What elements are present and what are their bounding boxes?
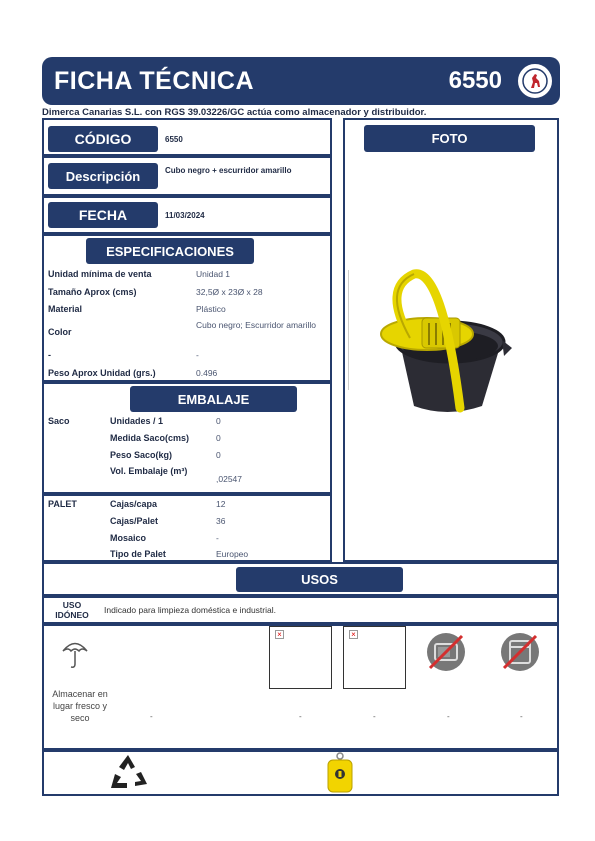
codigo-label: CÓDIGO: [48, 126, 158, 152]
foto-label: FOTO: [364, 125, 535, 152]
page-title: FICHA TÉCNICA: [54, 66, 255, 95]
especificaciones-title: ESPECIFICACIONES: [86, 238, 254, 264]
photo-edge: [348, 270, 349, 390]
palet-row-label: Mosaico: [110, 533, 147, 543]
dash-placeholder: -: [299, 712, 302, 721]
umbrella-icon: [60, 636, 90, 675]
saco-label: Saco: [48, 416, 70, 426]
spec-label: Peso Aprox Unidad (grs.): [48, 368, 156, 378]
storage-caption: Almacenar en lugar fresco y seco: [52, 689, 108, 723]
company-notice: Dimerca Canarias S.L. con RGS 39.03226/GC actúa como almacenador y distribuidor.: [42, 107, 427, 118]
spec-value: Cubo negro; Escurridor amarillo: [196, 320, 316, 330]
dash-placeholder: -: [520, 712, 523, 721]
saco-row-label: Medida Saco(cms): [110, 433, 190, 443]
embalaje-title: EMBALAJE: [130, 386, 297, 412]
spec-label: -: [48, 350, 51, 360]
embalaje-palet-box: [42, 494, 332, 562]
saco-row-label: Peso Saco(kg): [110, 450, 173, 460]
spec-label: Color: [48, 327, 72, 337]
spec-label: Unidad mínima de venta: [48, 269, 152, 279]
uso-idoneo-text: Indicado para limpieza doméstica e industrial.: [104, 605, 276, 615]
kangaroo-logo-icon: [518, 64, 552, 98]
recycle-icon: [107, 752, 149, 797]
broken-image-icon: ×: [343, 626, 406, 689]
saco-row-value: 0: [216, 433, 221, 443]
saco-row-label: Vol. Embalaje (m³): [110, 466, 188, 476]
palet-row-value: Europeo: [216, 549, 249, 559]
usos-title: USOS: [236, 567, 403, 592]
spec-value: 32,5Ø x 23Ø x 28: [196, 287, 263, 297]
yellow-recycling-bin-icon: [325, 752, 355, 799]
uso-idoneo-label: USO IDÓNEO: [55, 600, 89, 620]
dash-placeholder: -: [373, 712, 376, 721]
header-code: 6550: [448, 67, 502, 94]
palet-row-label: Cajas/Palet: [110, 516, 159, 526]
fecha-value: 11/03/2024: [165, 211, 205, 220]
spec-value: -: [196, 350, 199, 360]
saco-row-value: 0: [216, 416, 221, 426]
spec-value: 0.496: [196, 368, 218, 378]
broken-image-icon: ×: [269, 626, 332, 689]
saco-row-value: ,02547: [216, 474, 242, 484]
palet-row-value: 12: [216, 499, 226, 509]
fecha-label: FECHA: [48, 202, 158, 228]
no-microwave-icon: [426, 632, 466, 677]
palet-row-label: Cajas/capa: [110, 499, 158, 509]
saco-row-value: 0: [216, 450, 221, 460]
spec-value: Unidad 1: [196, 269, 231, 279]
descripcion-value: Cubo negro + escurridor amarillo: [165, 166, 292, 175]
dash-placeholder: -: [447, 712, 450, 721]
spec-label: Material: [48, 304, 83, 314]
spec-value: Plástico: [196, 304, 226, 314]
no-oven-icon: [500, 632, 540, 677]
codigo-value: 6550: [165, 135, 183, 144]
palet-row-label: Tipo de Palet: [110, 549, 166, 559]
palet-row-value: 36: [216, 516, 226, 526]
palet-label: PALET: [48, 499, 77, 509]
descripcion-label: Descripción: [48, 163, 158, 189]
header-banner: [42, 57, 560, 105]
dash-placeholder: -: [150, 712, 153, 721]
spec-label: Tamaño Aprox (cms): [48, 287, 137, 297]
palet-row-value: -: [216, 533, 219, 543]
bucket-product-image: [362, 268, 522, 418]
saco-row-label: Unidades / 1: [110, 416, 164, 426]
